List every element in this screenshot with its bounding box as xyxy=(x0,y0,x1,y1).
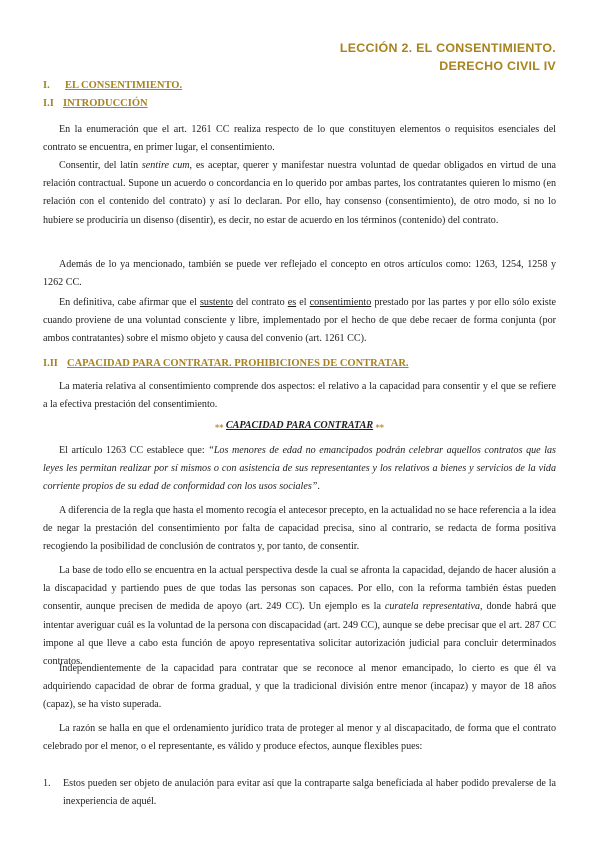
paragraph: La base de todo ello se encuentra en la actual perspectiva desde la cual se afronta la capacidad, dejando de hacer alusión a la discapacidad y partiendo pues de que todas las personas son capaces. Por ello, con la reforma también éstas pueden consentir, aunque precisen de medida de apoyo (art. 249 CC). Un ejemplo es la curatela representativa, donde habrá que intentar averiguar cuál es la voluntad de la persona con discapacidad (art. 249 CC), aunque se debe precisar que el art. 287 CC impone al que lleve a cabo esta función de apoyo representativa solicitar autorización judicial para concluir determinados contratos. xyxy=(43,565,556,668)
paragraph: Consentir, del latín sentire cum, es aceptar, querer y manifestar nuestra voluntad de quedar obligados en virtud de una relación contractual. Supone un acuerdo o concordancia en lo querido por ambas partes, los contratantes quieren lo mismo (en relación con el contenido del contrato) y así lo declaran. Por ello, hay consenso (consentimiento), de otro modo, si no lo hubiere se produciría un disenso (disentir), es decir, no estar de acuerdo en los términos (contenido) del contrato. xyxy=(43,160,557,226)
section-heading-1 xyxy=(43,80,182,91)
subheading xyxy=(43,420,556,431)
paragraph: Independientemente de la capacidad para contratar que se reconoce al menor emancipado, lo cierto es que él va adquiriendo capacidad de obrar de forma gradual, y que la tradicional división entre menor (incapaz) y mayor de 18 años (capaz), se ha visto superada. xyxy=(43,663,556,711)
paragraph: El artículo 1263 CC establece que: “Los menores de edad no emancipados podrán celebrar aquellos contratos que las leyes les permitan realizar por sí mismos o con asistencia de sus representantes y los relativos a bienes y servicios de la vida corriente propios de su edad de conformidad con los usos sociales”. xyxy=(43,445,556,493)
list-text: Estos pueden ser objeto de anulación para evitar así que la contraparte salga beneficiada al haber podido prevalerse de la inexperiencia de aquél. xyxy=(63,778,556,808)
list-item xyxy=(43,775,556,811)
paragraph: Además de lo ya mencionado, también se puede ver reflejado el concepto en otros artículos como: 1263, 1254, 1258 y 1262 CC. xyxy=(43,259,556,289)
subheading-title: CAPACIDAD PARA CONTRATAR xyxy=(225,420,374,431)
paragraph: La materia relativa al consentimiento comprende dos aspectos: el relativo a la capacidad para consentir y el que se refiere a la efectiva prestación del consentimiento. xyxy=(43,381,556,411)
paragraph: A diferencia de la regla que hasta el momento recogía el antecesor precepto, en la actualidad no se hace referencia a la idea de negar la prestación del consentimiento por falta de capacidad precisa, sino al contrario, se redacta de forma positiva recogiendo la posibilidad de conclusión de contratos y, por tanto, de consentir. xyxy=(43,505,556,553)
section-title: CAPACIDAD PARA CONTRATAR. PROHIBICIONES DE CONTRATAR. xyxy=(67,358,409,369)
section-number: I.II xyxy=(43,358,58,369)
section-heading-1-2 xyxy=(43,358,409,369)
paragraph: En la enumeración que el art. 1261 CC realiza respecto de lo que constituyen elementos o requisitos esenciales del contrato se encuentra, en primer lugar, el consentimiento. xyxy=(43,124,556,154)
lesson-header xyxy=(340,39,556,75)
section-number: I. xyxy=(43,80,50,91)
list-number: 1. xyxy=(43,778,51,789)
section-heading-1-1 xyxy=(43,98,148,109)
paragraph: En definitiva, cabe afirmar que el sustento del contrato es el consentimiento prestado por las partes y por ello sólo existe cuando proviene de una voluntad consciente y libre, implementado por el hecho de que debe recaer de forma conjunta (por ambos contratantes) sobre el mismo objeto y causa del convenio (art. 1261 CC). xyxy=(43,297,556,345)
ornament-icon: ⁎⁎ xyxy=(215,421,224,430)
section-title: INTRODUCCIÓN xyxy=(63,98,148,109)
ornament-icon: ⁎⁎ xyxy=(375,421,384,430)
section-title: EL CONSENTIMIENTO. xyxy=(65,80,183,91)
paragraph: La razón se halla en que el ordenamiento jurídico trata de proteger al menor y al discapacitado, de forma que el contrato celebrado por el menor, o el representante, es válido y produce efectos, aunque flexibles pues: xyxy=(43,723,556,753)
lesson-title: LECCIÓN 2. EL CONSENTIMIENTO. xyxy=(339,41,556,55)
course-title: DERECHO CIVIL IV xyxy=(439,59,556,73)
section-number: I.I xyxy=(43,98,54,109)
